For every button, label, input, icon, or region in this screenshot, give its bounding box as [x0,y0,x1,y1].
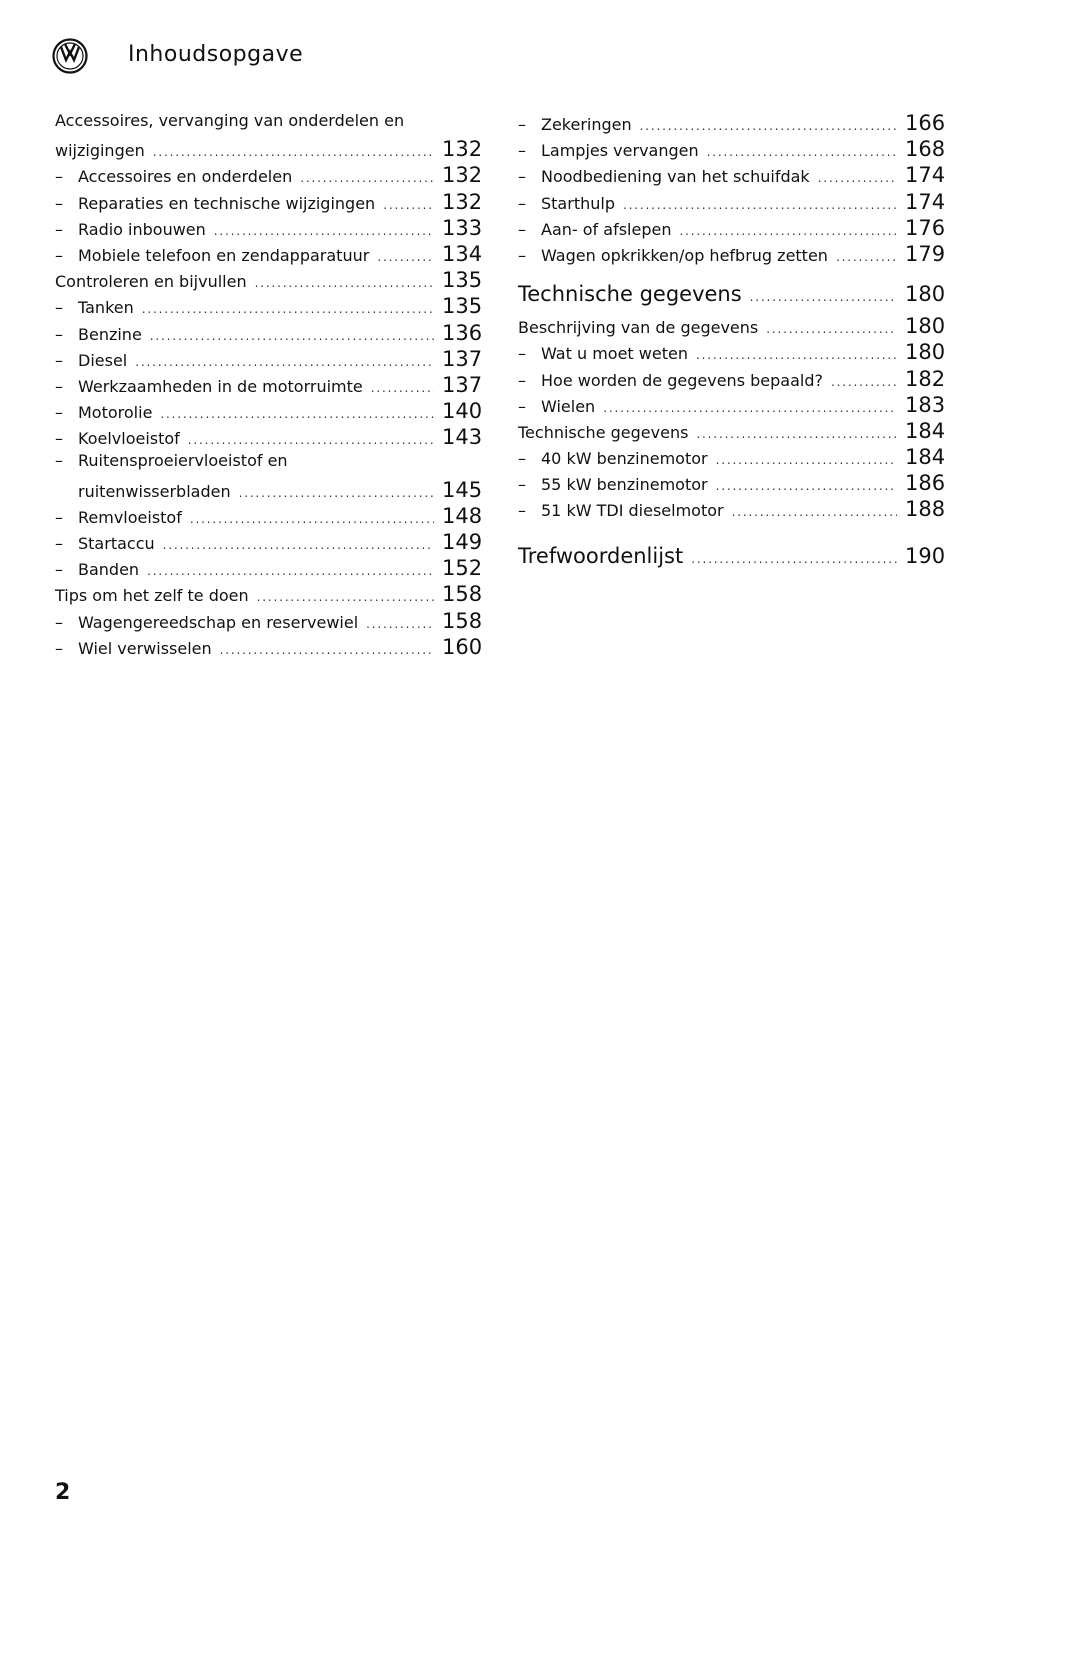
dot-leader [163,538,434,552]
toc-dash: – [55,560,63,580]
dot-leader [623,198,897,212]
dot-leader [691,552,897,566]
dot-leader [603,401,897,415]
toc-entry[interactable] [55,268,482,294]
toc-dash: – [55,376,63,396]
toc-entry-title: Reparaties en technische wijzigingen [78,193,376,213]
toc-page-number: 179 [905,241,946,266]
toc-dash: – [55,429,63,449]
toc-entry[interactable] [518,111,945,137]
dot-leader [696,427,897,441]
toc-page-number: 132 [442,189,483,214]
toc-entry-title: 51 kW TDI dieselmotor [541,501,724,521]
toc-entry[interactable] [55,294,482,320]
dot-leader [640,119,897,133]
toc-entry-title: Zekeringen [541,115,632,134]
toc-entry[interactable] [518,314,945,340]
toc-entry[interactable] [55,373,482,399]
dot-leader [732,505,897,519]
toc-dash: – [55,638,63,658]
toc-page-number: 158 [442,582,483,607]
toc-page-number: 188 [905,497,946,522]
toc-page-number: 149 [442,530,483,554]
dot-leader [371,381,434,395]
toc-dash: – [55,324,63,344]
toc-dash: – [55,219,63,239]
toc-entry[interactable] [55,111,482,137]
dot-leader [142,302,434,316]
toc-page-number: 132 [442,137,483,162]
toc-entry-title: Startaccu [78,534,155,553]
dot-leader [300,171,434,185]
toc-entry-title: Wiel verwisselen [78,638,212,658]
toc-entry[interactable] [55,425,482,451]
toc-entry[interactable] [518,393,945,419]
toc-page-number: 180 [905,282,946,307]
dot-leader [716,479,897,493]
toc-entry[interactable] [55,556,482,582]
toc-entry[interactable] [55,347,482,373]
toc-page-number: 136 [442,320,483,345]
toc-page-number: 184 [905,418,946,443]
toc-page-number: 168 [905,137,946,162]
toc-page-number: 135 [442,268,483,293]
toc-entry-title: Werkzaamheden in de motorruimte [78,376,363,396]
toc-entry-title: Accessoires, vervanging van onderdelen en [55,111,405,130]
toc-entry-title: Controleren en bijvullen [55,272,247,292]
dot-leader [836,250,897,264]
toc-entry[interactable] [55,582,482,608]
toc-page-number: 190 [905,543,946,568]
dot-leader [831,375,897,389]
toc-section-heading[interactable] [518,544,945,568]
toc-page-number: 148 [442,503,483,528]
toc-entry-title: Motorolie [78,403,153,423]
toc-entry[interactable] [518,340,945,366]
toc-page-number: 143 [442,425,483,450]
toc-entry[interactable] [55,451,482,477]
toc-entry-title: Wat u moet weten [541,344,688,364]
toc-page-number: 132 [442,163,483,188]
toc-entry[interactable] [518,367,945,393]
toc-page-number: 133 [442,215,483,240]
toc-entry-title: Banden [78,560,140,580]
toc-entry-title: Benzine [78,324,142,344]
dot-leader [220,643,434,657]
toc-entry[interactable] [518,163,945,189]
toc-dash: – [518,167,526,187]
toc-page-number: 134 [442,241,483,266]
toc-dash: – [55,193,63,213]
toc-entry-title: Wielen [541,396,596,416]
dot-leader [239,486,434,500]
toc-entry-title: Trefwoordenlijst [518,543,684,568]
dot-leader [707,145,897,159]
toc-entry[interactable] [518,242,945,268]
toc-entry[interactable] [55,504,482,530]
dot-leader [214,224,434,238]
toc-page-number: 184 [905,445,946,470]
dot-leader [188,433,434,447]
toc-entry-title: 55 kW benzinemotor [541,475,708,495]
toc-dash: – [518,475,526,495]
toc-dash: – [518,370,526,390]
toc-entry[interactable] [55,216,482,242]
toc-entry[interactable] [518,216,945,242]
dot-leader [716,453,897,467]
dot-leader [190,512,434,526]
toc-page-number: 182 [905,366,946,391]
toc-entry-title: Accessoires en onderdelen [78,167,293,187]
toc-dash: – [55,298,63,318]
toc-dash: – [518,219,526,239]
toc-entry-title: ruitenwisserbladen [78,481,231,501]
dot-leader [818,171,897,185]
toc-entry-title: Tips om het zelf te doen [55,586,249,606]
toc-entry[interactable] [518,137,945,163]
dot-leader [377,250,434,264]
toc-entry-title: Mobiele telefoon en zendapparatuur [78,245,370,265]
toc-entry[interactable] [55,321,482,347]
toc-page-number: 180 [905,340,946,365]
toc-entry-title: Ruitensproeiervloeistof en [78,451,288,471]
toc-dash: – [55,403,63,423]
toc-dash: – [55,167,63,187]
toc-page-number: 135 [442,294,483,319]
toc-section-heading[interactable] [518,282,945,306]
toc-entry[interactable] [55,190,482,216]
toc-entry[interactable] [55,137,482,163]
toc-entry[interactable] [55,163,482,189]
dot-leader [766,322,897,336]
toc-page-number: 140 [442,399,483,424]
dot-leader [150,329,434,343]
toc-entry-title: Hoe worden de gegevens bepaald? [541,370,823,390]
toc-entry[interactable] [518,497,945,523]
toc-page-number: 174 [905,163,946,188]
toc-entry[interactable] [55,399,482,425]
toc-page-number: 145 [442,477,483,502]
toc-dash: – [55,612,63,632]
dot-leader [160,407,434,421]
page-title: Inhoudsopgave [128,42,304,67]
page-number: 2 [55,1480,71,1505]
toc-entry-title: Lampjes vervangen [541,141,699,161]
dot-leader [135,355,434,369]
toc-entry-title: Noodbediening van het schuifdak [541,167,810,187]
dot-leader [153,145,434,159]
toc-right-column [518,111,945,576]
dot-leader [255,276,434,290]
toc-entry-title: Wagen opkrikken/op hefbrug zetten [541,245,828,265]
toc-dash: – [518,141,526,161]
toc-entry-title: 40 kW benzinemotor [541,449,708,469]
dot-leader [679,224,897,238]
dot-leader [147,564,434,578]
toc-entry[interactable] [518,471,945,497]
toc-entry[interactable] [518,445,945,471]
toc-entry-title: Wagengereedschap en reservewiel [78,612,359,632]
toc-page-number: 176 [905,215,946,240]
dot-leader [366,617,434,631]
toc-page-number: 174 [905,189,946,214]
toc-entry[interactable] [55,609,482,635]
toc-entry-title: Technische gegevens [518,422,689,442]
toc-entry-title: Beschrijving van de gegevens [518,318,759,338]
toc-entry[interactable] [55,530,482,556]
toc-page-number: 137 [442,346,483,371]
toc-entry-title: wijzigingen [55,141,145,161]
toc-entry-title: Tanken [78,298,134,318]
toc-entry-title: Remvloeistof [78,507,182,527]
toc-dash: – [518,449,526,469]
toc-left-column [55,111,482,661]
toc-dash: – [518,115,526,134]
toc-dash: – [55,534,63,553]
toc-entry[interactable] [55,635,482,661]
dot-leader [696,348,897,362]
toc-dash: – [55,507,63,527]
toc-page-number: 137 [442,372,483,397]
toc-page-number: 186 [905,471,946,496]
toc-dash: – [518,193,526,213]
toc-entry-title: Diesel [78,350,128,370]
toc-page-number: 160 [442,634,483,659]
toc-entry[interactable] [55,478,482,504]
toc-entry-title: Aan- of afslepen [541,219,672,239]
toc-page-number: 152 [442,556,483,581]
dot-leader [257,590,434,604]
toc-page-number: 180 [905,314,946,339]
dot-leader [750,290,897,304]
toc-entry-title: Technische gegevens [518,282,742,307]
toc-dash: – [518,245,526,265]
toc-dash: – [55,350,63,370]
toc-entry-title: Radio inbouwen [78,219,206,239]
toc-entry[interactable] [518,419,945,445]
toc-entry[interactable] [518,190,945,216]
toc-dash: – [55,245,63,265]
toc-entry-title: Koelvloeistof [78,429,180,449]
toc-page-number: 166 [905,111,946,135]
toc-dash: – [518,396,526,416]
toc-entry[interactable] [55,242,482,268]
toc-page-number: 158 [442,608,483,633]
toc-dash: – [55,451,63,471]
dot-leader [383,198,434,212]
toc-entry-title: Starthulp [541,193,615,213]
toc-dash: – [518,501,526,521]
toc-page-number: 183 [905,392,946,417]
toc-dash: – [518,344,526,364]
vw-logo-icon [52,38,88,74]
